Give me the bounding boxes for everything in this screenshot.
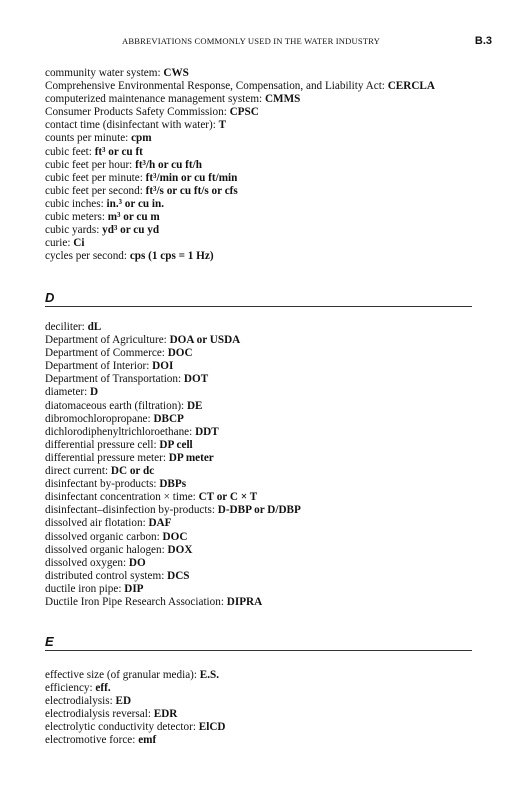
section-heading-e: E (45, 634, 54, 649)
abbreviation-entry (45, 250, 485, 263)
page-number: B.3 (474, 35, 492, 47)
abbreviation-entry (45, 452, 485, 465)
abbreviation-entry (45, 67, 485, 80)
entry-abbreviation: DP meter (168, 451, 214, 464)
entry-term: electrolytic conductivity detector: (45, 721, 199, 734)
entry-abbreviation: DOI (152, 360, 174, 373)
abbreviation-entry (45, 386, 485, 399)
abbreviation-entry (45, 198, 485, 211)
section-heading-d: D (45, 290, 55, 305)
abbreviation-entry (45, 373, 485, 386)
abbreviation-entry (45, 80, 485, 93)
entry-term: Ductile Iron Pipe Research Association: (45, 595, 227, 608)
entry-abbreviation: DBCP (153, 412, 184, 425)
entry-term: electrodialysis reversal: (45, 708, 154, 721)
abbreviation-entry (45, 400, 485, 413)
abbreviation-entry (45, 734, 485, 747)
entry-abbreviation: DP cell (159, 438, 193, 451)
section-e-entries (45, 669, 485, 748)
abbreviation-entry (45, 360, 485, 373)
abbreviation-entry (45, 504, 485, 517)
abbreviation-entry (45, 517, 485, 530)
abbreviation-entry (45, 119, 485, 132)
abbreviation-entry (45, 426, 485, 439)
entry-abbreviation: DC or dc (110, 465, 155, 478)
abbreviation-entry (45, 583, 485, 596)
entry-term: Department of Commerce: (45, 347, 168, 360)
section-c-entries (45, 67, 485, 263)
entry-abbreviation: yd³ or cu yd (102, 224, 160, 237)
abbreviation-entry (45, 695, 485, 708)
abbreviation-entry (45, 557, 485, 570)
entry-abbreviation: CT or C × T (198, 491, 258, 504)
entry-term: dissolved organic halogen: (45, 543, 168, 556)
entry-term: dissolved organic carbon: (45, 530, 163, 543)
abbreviation-entry (45, 596, 485, 609)
section-divider-d (45, 306, 472, 307)
entry-term: diatomaceous earth (filtration): (45, 399, 187, 412)
entry-term: community water system: (45, 67, 164, 79)
entry-abbreviation: DOX (167, 543, 193, 556)
entry-abbreviation: dL (87, 321, 102, 333)
entry-abbreviation: DE (186, 399, 203, 412)
entry-term: deciliter: (45, 321, 88, 333)
section-d-entries (45, 321, 485, 609)
entry-term: disinfectant by-products: (45, 478, 160, 491)
entry-abbreviation: D-DBP or D/DBP (217, 504, 301, 517)
entry-abbreviation: CMMS (264, 93, 301, 106)
entry-term: differential pressure cell: (45, 438, 160, 451)
entry-term: cubic meters: (45, 211, 108, 224)
entry-abbreviation: E.S. (199, 669, 220, 681)
entry-term: ductile iron pipe: (45, 582, 125, 595)
entry-term: disinfectant concentration × time: (45, 491, 199, 504)
entry-term: dissolved oxygen: (45, 556, 129, 569)
abbreviation-entry (45, 93, 485, 106)
entry-abbreviation: CPSC (229, 106, 259, 119)
abbreviation-entry (45, 413, 485, 426)
entry-abbreviation: cps (1 cps = 1 Hz) (129, 250, 214, 263)
entry-term: electrodialysis: (45, 695, 116, 708)
entry-abbreviation: Ci (73, 237, 85, 250)
entry-term: cycles per second: (45, 250, 130, 263)
page-header (46, 36, 497, 52)
entry-term: Department of Interior: (45, 360, 153, 373)
entry-term: Department of Agriculture: (45, 334, 170, 347)
abbreviation-entry (45, 570, 485, 583)
entry-term: effective size (of granular media): (45, 669, 200, 681)
entry-abbreviation: DBPs (159, 478, 187, 491)
abbreviation-entry (45, 106, 485, 119)
entry-abbreviation: DO (128, 556, 146, 569)
entry-term: cubic feet per second: (45, 184, 146, 197)
entry-term: differential pressure meter: (45, 451, 169, 464)
entry-term: Consumer Products Safety Commission: (45, 106, 230, 119)
abbreviation-entry (45, 224, 485, 237)
entry-abbreviation: DOC (167, 347, 193, 360)
entry-abbreviation: cpm (131, 132, 152, 145)
entry-abbreviation: ED (115, 695, 132, 708)
abbreviation-entry (45, 185, 485, 198)
running-title: ABBREVIATIONS COMMONLY USED IN THE WATER INDUSTRY (122, 36, 380, 46)
entry-term: disinfectant–disinfection by-products: (45, 504, 218, 517)
abbreviation-entry (45, 531, 485, 544)
abbreviation-entry (45, 439, 485, 452)
entry-abbreviation: eff. (95, 682, 111, 695)
entry-term: cubic feet per hour: (45, 158, 136, 171)
abbreviation-entry (45, 132, 485, 145)
entry-abbreviation: DOT (183, 373, 209, 386)
entry-term: direct current: (45, 465, 111, 478)
entry-term: cubic feet per minute: (45, 171, 146, 184)
abbreviation-entry (45, 347, 485, 360)
abbreviation-entry (45, 682, 485, 695)
entry-term: dissolved air flotation: (45, 517, 149, 530)
abbreviation-entry (45, 321, 485, 334)
entry-abbreviation: D (90, 386, 99, 399)
abbreviation-entry (45, 544, 485, 557)
entry-abbreviation: ElCD (198, 721, 226, 734)
entry-term: contact time (disinfectant with water): (45, 119, 219, 132)
abbreviation-entry (45, 159, 485, 172)
entry-abbreviation: DOC (162, 530, 188, 543)
entry-term: Department of Transportation: (45, 373, 184, 386)
entry-abbreviation: T (218, 119, 227, 132)
entry-term: curie: (45, 237, 74, 250)
abbreviation-entry (45, 708, 485, 721)
entry-term: computerized maintenance management system: (45, 93, 265, 106)
abbreviation-entry (45, 237, 485, 250)
entry-term: dibromochloropropane: (45, 412, 154, 425)
entry-abbreviation: DIP (124, 582, 144, 595)
abbreviation-entry (45, 669, 485, 682)
entry-abbreviation: EDR (153, 708, 178, 721)
entry-term: dichlorodiphenyltrichloroethane: (45, 425, 196, 438)
abbreviation-entry (45, 478, 485, 491)
abbreviation-entry (45, 211, 485, 224)
abbreviation-entry (45, 721, 485, 734)
entry-abbreviation: ft³/s or cu ft/s or cfs (145, 184, 238, 197)
entry-abbreviation: ft³/min or cu ft/min (145, 171, 238, 184)
section-divider-e (45, 650, 472, 651)
entry-abbreviation: m³ or cu m (107, 211, 160, 224)
entry-term: counts per minute: (45, 132, 132, 145)
abbreviation-entry (45, 334, 485, 347)
entry-abbreviation: DCS (167, 569, 190, 582)
entry-term: electromotive force: (45, 734, 139, 747)
entry-abbreviation: CERCLA (387, 80, 435, 93)
entry-abbreviation: ft³ or cu ft (94, 145, 143, 158)
entry-term: Comprehensive Environmental Response, Compensation, and Liability Act: (45, 80, 388, 93)
entry-abbreviation: DAF (148, 517, 172, 530)
entry-term: diameter: (45, 386, 91, 399)
entry-abbreviation: DIPRA (226, 595, 263, 608)
entry-term: distributed control system: (45, 569, 168, 582)
abbreviation-entry (45, 465, 485, 478)
abbreviation-entry (45, 491, 485, 504)
entry-abbreviation: in.³ or cu in. (106, 197, 165, 210)
entry-abbreviation: CWS (163, 67, 189, 79)
entry-term: cubic inches: (45, 197, 107, 210)
entry-term: cubic yards: (45, 224, 103, 237)
entry-abbreviation: emf (138, 734, 157, 747)
abbreviation-entry (45, 146, 485, 159)
entry-term: efficiency: (45, 682, 96, 695)
entry-abbreviation: DDT (195, 425, 219, 438)
entry-abbreviation: DOA or USDA (169, 334, 241, 347)
abbreviation-entry (45, 172, 485, 185)
entry-term: cubic feet: (45, 145, 95, 158)
entry-abbreviation: ft³/h or cu ft/h (135, 158, 202, 171)
